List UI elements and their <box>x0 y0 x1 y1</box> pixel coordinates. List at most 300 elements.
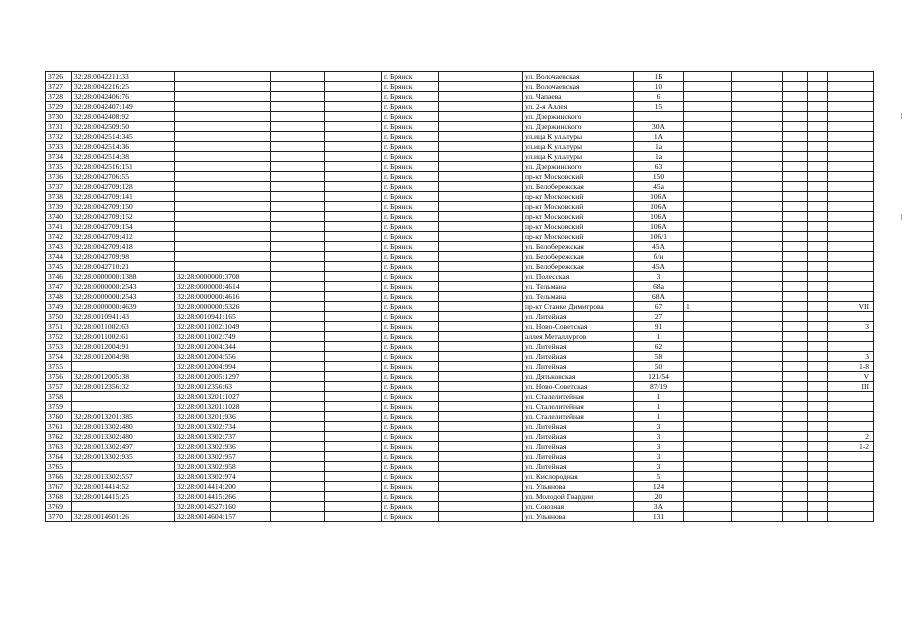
cell-col-k <box>732 342 783 352</box>
cell-room-number <box>828 72 874 82</box>
cell-col-g <box>439 192 523 202</box>
cell-row-number: 3745 <box>46 262 72 272</box>
table-row <box>46 402 874 412</box>
cell-col-e <box>325 472 382 482</box>
cell-cadastral-number: 32:28:0013302:497 <box>72 442 175 452</box>
table-row <box>46 282 874 292</box>
cell-col-k <box>732 372 783 382</box>
cell-col-e <box>325 122 382 132</box>
cell-col-d <box>271 252 325 262</box>
cell-col-l <box>783 202 808 212</box>
cell-col-k <box>732 272 783 282</box>
cell-col-j <box>684 112 732 122</box>
cell-col-l <box>783 422 808 432</box>
cell-col-e <box>325 302 382 312</box>
cell-col-g <box>439 462 523 472</box>
cell-col-m <box>808 192 828 202</box>
cell-col-k <box>732 332 783 342</box>
cell-cadastral-number: 32:28:0012004:98 <box>72 352 175 362</box>
cell-house-number: 124 <box>634 482 684 492</box>
cell-city: г. Брянск <box>382 222 439 232</box>
cell-street: ул. Чапаева <box>523 92 634 102</box>
cell-col-k <box>732 222 783 232</box>
cell-house-number: 5 <box>634 472 684 482</box>
table-row <box>46 72 874 82</box>
cell-col-d <box>271 462 325 472</box>
cell-col-l <box>783 372 808 382</box>
cell-house-number: 58 <box>634 352 684 362</box>
cell-col-k <box>732 132 783 142</box>
cell-col-l <box>783 342 808 352</box>
cell-col-e <box>325 462 382 472</box>
cell-col-d <box>271 412 325 422</box>
cell-house-number: 68А <box>634 292 684 302</box>
cell-cadastral-number-2: 32:28:0010941:165 <box>175 312 271 322</box>
cell-col-l <box>783 322 808 332</box>
table-row <box>46 392 874 402</box>
cell-col-l <box>783 412 808 422</box>
table-row <box>46 122 874 132</box>
cell-col-e <box>325 332 382 342</box>
cell-cadastral-number-2: 32:28:0012004:994 <box>175 362 271 372</box>
cell-col-j <box>684 412 732 422</box>
cell-cadastral-number: 32:28:0042216:25 <box>72 82 175 92</box>
cell-house-number: 131 <box>634 512 684 522</box>
cell-col-k <box>732 392 783 402</box>
cell-col-d <box>271 192 325 202</box>
cell-col-e <box>325 452 382 462</box>
cell-cadastral-number-2: 32:28:0012004:556 <box>175 352 271 362</box>
cell-cadastral-number: 32:28:0013302:480 <box>72 422 175 432</box>
cell-col-k <box>732 302 783 312</box>
cell-col-e <box>325 432 382 442</box>
cell-col-j <box>684 92 732 102</box>
cell-cadastral-number-2: 32:28:0012356:63 <box>175 382 271 392</box>
cell-cadastral-number-2: 32:28:0013302:958 <box>175 462 271 472</box>
cell-street: ул. Сталелитейная <box>523 402 634 412</box>
table-row <box>46 332 874 342</box>
cell-room-number <box>828 162 874 172</box>
cell-col-m <box>808 262 828 272</box>
cell-cadastral-number-2 <box>175 92 271 102</box>
cell-room-number: 3 <box>828 322 874 332</box>
cell-city: г. Брянск <box>382 412 439 422</box>
cell-col-m <box>808 182 828 192</box>
cell-col-e <box>325 192 382 202</box>
cell-city: г. Брянск <box>382 202 439 212</box>
cell-city: г. Брянск <box>382 422 439 432</box>
cell-col-g <box>439 132 523 142</box>
cell-cadastral-number-2: 32:28:0013302:737 <box>175 432 271 442</box>
table-row <box>46 172 874 182</box>
cell-street: ул. Ново-Советская <box>523 382 634 392</box>
cell-row-number: 3763 <box>46 442 72 452</box>
cell-cadastral-number-2: 32:28:0011002:1049 <box>175 322 271 332</box>
cell-col-k <box>732 502 783 512</box>
cell-row-number: 3767 <box>46 482 72 492</box>
cell-col-k <box>732 492 783 502</box>
cell-cadastral-number-2: 32:28:0011002:749 <box>175 332 271 342</box>
cell-col-l <box>783 472 808 482</box>
cell-row-number: 3742 <box>46 232 72 242</box>
cell-col-k <box>732 122 783 132</box>
cell-col-m <box>808 112 828 122</box>
cell-col-l <box>783 402 808 412</box>
cell-row-number: 3733 <box>46 142 72 152</box>
cell-col-g <box>439 472 523 482</box>
cell-city: г. Брянск <box>382 342 439 352</box>
cell-cadastral-number: 32:28:0042408:92 <box>72 112 175 122</box>
cell-cadastral-number: 32:28:0012356:32 <box>72 382 175 392</box>
table-row <box>46 432 874 442</box>
cell-col-j <box>684 272 732 282</box>
cell-city: г. Брянск <box>382 242 439 252</box>
cell-col-j <box>684 472 732 482</box>
cell-col-k <box>732 482 783 492</box>
table-row <box>46 102 874 112</box>
cell-house-number: 15 <box>634 102 684 112</box>
cell-col-e <box>325 152 382 162</box>
cell-col-m <box>808 302 828 312</box>
cell-room-number: 3 <box>828 352 874 362</box>
cell-row-number: 3727 <box>46 82 72 92</box>
table-row <box>46 502 874 512</box>
cell-house-number: 1 <box>634 402 684 412</box>
cell-cadastral-number-2 <box>175 242 271 252</box>
cell-street: ул. Кислородная <box>523 472 634 482</box>
cell-col-e <box>325 202 382 212</box>
cell-street: ул. Литейная <box>523 362 634 372</box>
cell-street: ул. Литейная <box>523 462 634 472</box>
cell-room-number <box>828 152 874 162</box>
cell-col-l <box>783 442 808 452</box>
cell-col-e <box>325 512 382 522</box>
cell-col-m <box>808 222 828 232</box>
scan-edge-mark <box>901 214 902 220</box>
cell-room-number: 2 <box>828 432 874 442</box>
cell-col-g <box>439 282 523 292</box>
cell-row-number: 3736 <box>46 172 72 182</box>
cell-col-e <box>325 292 382 302</box>
cell-row-number: 3751 <box>46 322 72 332</box>
cell-col-g <box>439 262 523 272</box>
cell-col-g <box>439 182 523 192</box>
cell-room-number <box>828 82 874 92</box>
cell-col-j <box>684 402 732 412</box>
cell-col-j: 1 <box>684 302 732 312</box>
cell-room-number <box>828 242 874 252</box>
cell-col-j <box>684 82 732 92</box>
cell-col-d <box>271 162 325 172</box>
cell-house-number: 63 <box>634 162 684 172</box>
cell-col-j <box>684 422 732 432</box>
cell-col-e <box>325 322 382 332</box>
cell-col-k <box>732 252 783 262</box>
cell-col-g <box>439 382 523 392</box>
cell-col-e <box>325 502 382 512</box>
table-row <box>46 442 874 452</box>
cell-cadastral-number-2 <box>175 192 271 202</box>
cell-row-number: 3765 <box>46 462 72 472</box>
table-row <box>46 222 874 232</box>
cell-house-number: 6 <box>634 92 684 102</box>
cell-cadastral-number <box>72 362 175 372</box>
cell-col-j <box>684 512 732 522</box>
cell-col-d <box>271 92 325 102</box>
cell-city: г. Брянск <box>382 212 439 222</box>
cell-street: ул. Ульянова <box>523 482 634 492</box>
cell-city: г. Брянск <box>382 282 439 292</box>
cell-col-d <box>271 232 325 242</box>
cell-city: г. Брянск <box>382 152 439 162</box>
table-row <box>46 262 874 272</box>
cell-house-number: 1 <box>634 412 684 422</box>
cell-col-g <box>439 232 523 242</box>
cell-col-l <box>783 172 808 182</box>
cell-col-l <box>783 92 808 102</box>
cell-col-m <box>808 422 828 432</box>
cell-col-g <box>439 372 523 382</box>
cell-cadastral-number-2 <box>175 172 271 182</box>
cell-street: ул.ица К ул.ьтуры <box>523 152 634 162</box>
cell-street: пр-кт Станке Димитрова <box>523 302 634 312</box>
cell-cadastral-number: 32:28:0042407:149 <box>72 102 175 112</box>
cell-house-number: 3 <box>634 432 684 442</box>
cell-col-d <box>271 142 325 152</box>
cell-col-l <box>783 212 808 222</box>
cell-street: ул. Дзержинского <box>523 122 634 132</box>
cell-col-l <box>783 312 808 322</box>
cell-col-l <box>783 252 808 262</box>
cell-cadastral-number: 32:28:0013201:385 <box>72 412 175 422</box>
cell-cadastral-number: 32:28:0013302:557 <box>72 472 175 482</box>
cell-city: г. Брянск <box>382 162 439 172</box>
cell-col-m <box>808 502 828 512</box>
cell-col-d <box>271 392 325 402</box>
cell-street: ул. Белобережская <box>523 182 634 192</box>
cell-room-number: 1-8 <box>828 362 874 372</box>
cell-cadastral-number-2: 32:28:0014604:157 <box>175 512 271 522</box>
cell-col-e <box>325 112 382 122</box>
cell-cadastral-number-2: 32:28:0013302:936 <box>175 442 271 452</box>
cell-col-g <box>439 402 523 412</box>
cell-house-number: 68а <box>634 282 684 292</box>
cell-col-j <box>684 382 732 392</box>
cell-col-m <box>808 342 828 352</box>
cell-col-k <box>732 292 783 302</box>
cell-street: ул. Тельмана <box>523 282 634 292</box>
cell-room-number <box>828 492 874 502</box>
cell-house-number: 3 <box>634 462 684 472</box>
cell-city: г. Брянск <box>382 392 439 402</box>
cell-cadastral-number-2 <box>175 112 271 122</box>
cell-col-g <box>439 342 523 352</box>
cell-room-number <box>828 112 874 122</box>
cell-col-e <box>325 412 382 422</box>
cell-col-l <box>783 142 808 152</box>
cell-col-k <box>732 362 783 372</box>
cell-row-number: 3755 <box>46 362 72 372</box>
cell-col-j <box>684 202 732 212</box>
cell-col-g <box>439 102 523 112</box>
cell-street: ул. Белобережская <box>523 262 634 272</box>
table-row <box>46 492 874 502</box>
cell-cadastral-number-2 <box>175 212 271 222</box>
cell-street: пр-кт Московский <box>523 172 634 182</box>
cell-cadastral-number: 32:28:0042516:151 <box>72 162 175 172</box>
cell-cadastral-number: 32:28:0000000:1388 <box>72 272 175 282</box>
cell-room-number <box>828 452 874 462</box>
cell-col-k <box>732 262 783 272</box>
cell-col-g <box>439 362 523 372</box>
cell-col-g <box>439 412 523 422</box>
cell-col-g <box>439 82 523 92</box>
cell-col-g <box>439 172 523 182</box>
cell-city: г. Брянск <box>382 252 439 262</box>
cell-house-number: 3 <box>634 422 684 432</box>
cell-cadastral-number-2: 32:28:0013302:957 <box>175 452 271 462</box>
cell-row-number: 3731 <box>46 122 72 132</box>
cell-col-k <box>732 412 783 422</box>
cell-house-number: 3 <box>634 272 684 282</box>
table-row <box>46 142 874 152</box>
cell-col-m <box>808 372 828 382</box>
cell-col-k <box>732 462 783 472</box>
cell-col-e <box>325 252 382 262</box>
cell-col-j <box>684 232 732 242</box>
cell-col-g <box>439 92 523 102</box>
cell-col-e <box>325 482 382 492</box>
cell-col-m <box>808 92 828 102</box>
cell-col-j <box>684 322 732 332</box>
cell-house-number: 1А <box>634 132 684 142</box>
cell-cadastral-number: 32:28:0011002:61 <box>72 332 175 342</box>
cell-col-j <box>684 182 732 192</box>
cell-col-d <box>271 362 325 372</box>
cell-row-number: 3746 <box>46 272 72 282</box>
table-row <box>46 362 874 372</box>
cell-col-g <box>439 442 523 452</box>
cell-col-m <box>808 72 828 82</box>
cell-house-number: 150 <box>634 172 684 182</box>
cell-col-d <box>271 342 325 352</box>
cell-col-j <box>684 142 732 152</box>
cell-col-e <box>325 132 382 142</box>
cell-col-e <box>325 492 382 502</box>
register-table <box>45 71 874 522</box>
cell-street: ул. Литейная <box>523 342 634 352</box>
cell-col-e <box>325 142 382 152</box>
cell-city: г. Брянск <box>382 102 439 112</box>
cell-street: ул. Дятьковская <box>523 372 634 382</box>
cell-col-d <box>271 242 325 252</box>
cell-cadastral-number-2: 32:28:0014415:266 <box>175 492 271 502</box>
cell-col-k <box>732 102 783 112</box>
cell-cadastral-number-2: 32:28:0013302:734 <box>175 422 271 432</box>
cell-street: ул. Волочаевская <box>523 72 634 82</box>
cell-col-d <box>271 112 325 122</box>
cell-street: ул. Дзержинского <box>523 112 634 122</box>
cell-col-l <box>783 302 808 312</box>
cell-cadastral-number-2 <box>175 202 271 212</box>
cell-col-m <box>808 102 828 112</box>
table-row <box>46 212 874 222</box>
cell-col-l <box>783 502 808 512</box>
cell-col-d <box>271 472 325 482</box>
cell-col-g <box>439 242 523 252</box>
table-row <box>46 252 874 262</box>
cell-col-e <box>325 422 382 432</box>
table-row <box>46 242 874 252</box>
cell-cadastral-number: 32:28:0000000:2543 <box>72 292 175 302</box>
cell-house-number: 1а <box>634 152 684 162</box>
table-row <box>46 192 874 202</box>
cell-cadastral-number: 32:28:0042514:36 <box>72 142 175 152</box>
cell-street: ул. Тельмана <box>523 292 634 302</box>
cell-col-j <box>684 362 732 372</box>
cell-col-k <box>732 322 783 332</box>
table-row <box>46 292 874 302</box>
cell-row-number: 3759 <box>46 402 72 412</box>
cell-col-l <box>783 82 808 92</box>
cell-col-j <box>684 162 732 172</box>
cell-house-number: 62 <box>634 342 684 352</box>
cell-col-e <box>325 372 382 382</box>
cell-cadastral-number: 32:28:0042514:38 <box>72 152 175 162</box>
cell-city: г. Брянск <box>382 452 439 462</box>
cell-room-number <box>828 192 874 202</box>
cell-city: г. Брянск <box>382 332 439 342</box>
cell-col-l <box>783 292 808 302</box>
cell-col-d <box>271 492 325 502</box>
cell-row-number: 3770 <box>46 512 72 522</box>
cell-col-j <box>684 502 732 512</box>
cell-col-m <box>808 432 828 442</box>
cell-cadastral-number: 32:28:0042709:128 <box>72 182 175 192</box>
table-row <box>46 272 874 282</box>
cell-room-number <box>828 402 874 412</box>
cell-house-number: 87/19 <box>634 382 684 392</box>
cell-city: г. Брянск <box>382 132 439 142</box>
cell-cadastral-number: 32:28:0000000:4639 <box>72 302 175 312</box>
cell-cadastral-number-2: 32:28:0000000:5326 <box>175 302 271 312</box>
cell-col-j <box>684 462 732 472</box>
cell-cadastral-number: 32:28:0014414:52 <box>72 482 175 492</box>
cell-col-d <box>271 442 325 452</box>
cell-street: ул. Белобережская <box>523 252 634 262</box>
cell-house-number: 106А <box>634 212 684 222</box>
cell-col-j <box>684 492 732 502</box>
cell-col-l <box>783 102 808 112</box>
cell-col-e <box>325 312 382 322</box>
cell-cadastral-number: 32:28:0014601:26 <box>72 512 175 522</box>
cell-house-number: 45А <box>634 242 684 252</box>
cell-col-k <box>732 472 783 482</box>
cell-room-number <box>828 202 874 212</box>
cell-row-number: 3735 <box>46 162 72 172</box>
cell-col-e <box>325 352 382 362</box>
cell-house-number: 1 <box>634 392 684 402</box>
cell-house-number: 10 <box>634 82 684 92</box>
cell-col-j <box>684 332 732 342</box>
cell-col-l <box>783 332 808 342</box>
cell-row-number: 3728 <box>46 92 72 102</box>
cell-city: г. Брянск <box>382 372 439 382</box>
cell-city: г. Брянск <box>382 462 439 472</box>
cell-col-l <box>783 512 808 522</box>
cell-row-number: 3756 <box>46 372 72 382</box>
cell-col-g <box>439 312 523 322</box>
